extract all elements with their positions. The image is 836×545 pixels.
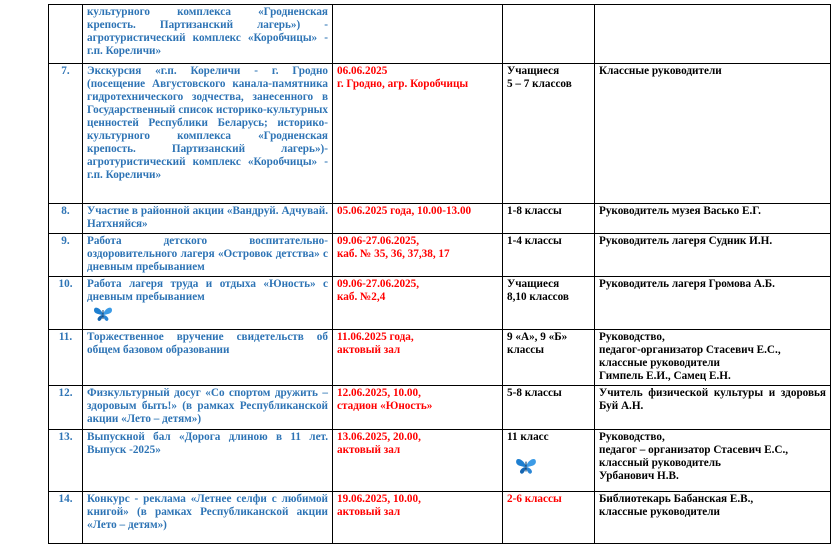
table-row [49, 277, 831, 330]
row-number: 10. [49, 277, 83, 330]
event-date-place [333, 5, 503, 64]
event-title: Экскурсия «г.п. Кореличи - г. Гродно (посещение Августовского канала-памятника гидротехнического зодчества, занесенного в Государственный список историко-культурных ценностей Республики Беларусь; историко-культурного комплекса «Гродненская крепость. Партизанский лагерь»)-агротуристический комплекс «Коробчицы» - г.п. Кореличи» [83, 64, 333, 204]
event-participants-cell [503, 430, 595, 492]
butterfly-icon [93, 306, 113, 322]
event-cell [83, 277, 333, 330]
table-row [49, 234, 831, 277]
event-participants: 5-8 классы [503, 386, 595, 430]
table-row [49, 430, 831, 492]
event-date-place: 11.06.2025 года, актовый зал [333, 330, 503, 386]
table-row [49, 386, 831, 430]
event-responsible [595, 5, 831, 64]
row-number: 12. [49, 386, 83, 430]
row-number: 14. [49, 492, 83, 544]
event-participants: Учащиеся 5 – 7 классов [503, 64, 595, 204]
table-row [49, 5, 831, 64]
butterfly-decoration [507, 444, 590, 480]
butterfly-icon [515, 456, 537, 476]
event-participants: Учащиеся 8,10 классов [503, 277, 595, 330]
event-responsible: Руководитель музея Васько Е.Г. [595, 204, 831, 234]
event-title: Торжественное вручение свидетельств об общем базовом образовании [83, 330, 333, 386]
event-title: Выпускной бал «Дорога длиною в 11 лет. Выпуск -2025» [83, 430, 333, 492]
event-date-place: 05.06.2025 года, 10.00-13.00 [333, 204, 503, 234]
event-participants: 9 «А», 9 «Б» классы [503, 330, 595, 386]
row-number [49, 5, 83, 64]
event-responsible: Библиотекарь Бабанская Е.В., классные руководители [595, 492, 831, 544]
event-date-place: 12.06.2025, 10.00, стадион «Юность» [333, 386, 503, 430]
event-participants: 1-4 классы [503, 234, 595, 277]
row-number: 7. [49, 64, 83, 204]
event-date-place: 19.06.2025, 10.00, актовый зал [333, 492, 503, 544]
table-row [49, 204, 831, 234]
event-participants [503, 5, 595, 64]
table-row [49, 64, 831, 204]
butterfly-decoration [87, 306, 328, 322]
event-date-place: 06.06.2025 г. Гродно, агр. Коробчицы [333, 64, 503, 204]
row-number: 9. [49, 234, 83, 277]
event-participants: 2-6 классы [503, 492, 595, 544]
row-number: 13. [49, 430, 83, 492]
event-date-place: 09.06-27.06.2025, каб. № 35, 36, 37,38, 17 [333, 234, 503, 277]
events-table [48, 4, 831, 544]
event-participants: 1-8 классы [503, 204, 595, 234]
table-row [49, 492, 831, 544]
event-title: Участие в районной акции «Вандруй. Адчувай. Натхняйся» [83, 204, 333, 234]
event-title: Конкурс - реклама «Летнее селфи с любимой книгой» (в рамках Республиканской акции «Лето – детям») [83, 492, 333, 544]
event-date-place: 09.06-27.06.2025, каб. №2,4 [333, 277, 503, 330]
event-responsible: Руководство, педагог – организатор Стасевич Е.С., классный руководитель Урбанович Н.В. [595, 430, 831, 492]
event-responsible: Учитель физической культуры и здоровья Буй А.Н. [595, 386, 831, 430]
row-number: 8. [49, 204, 83, 234]
event-title: Работа детского воспитательно-оздоровительного лагеря «Островок детства» с дневным пребыванием [83, 234, 333, 277]
event-responsible: Классные руководители [595, 64, 831, 204]
event-title: Работа лагеря труда и отдыха «Юность» с дневным пребыванием [87, 278, 328, 303]
event-date-place: 13.06.2025, 20.00, актовый зал [333, 430, 503, 492]
event-responsible: Руководитель лагеря Судник И.Н. [595, 234, 831, 277]
event-responsible: Руководство, педагог-организатор Стасевич Е.С., классные руководители Гимпель Е.И., Самец Е.Н. [595, 330, 831, 386]
table-row [49, 330, 831, 386]
event-participants: 11 класс [507, 431, 549, 443]
event-title: культурного комплекса «Гродненская крепость. Партизанский лагерь») - агротуристический комплекс «Коробчицы» - г.п. Кореличи» [83, 5, 333, 64]
event-responsible: Руководитель лагеря Громова А.Б. [595, 277, 831, 330]
event-title: Физкультурный досуг «Со спортом дружить – здоровым быть!» (в рамках Республиканской акции «Лето – детям») [83, 386, 333, 430]
row-number: 11. [49, 330, 83, 386]
